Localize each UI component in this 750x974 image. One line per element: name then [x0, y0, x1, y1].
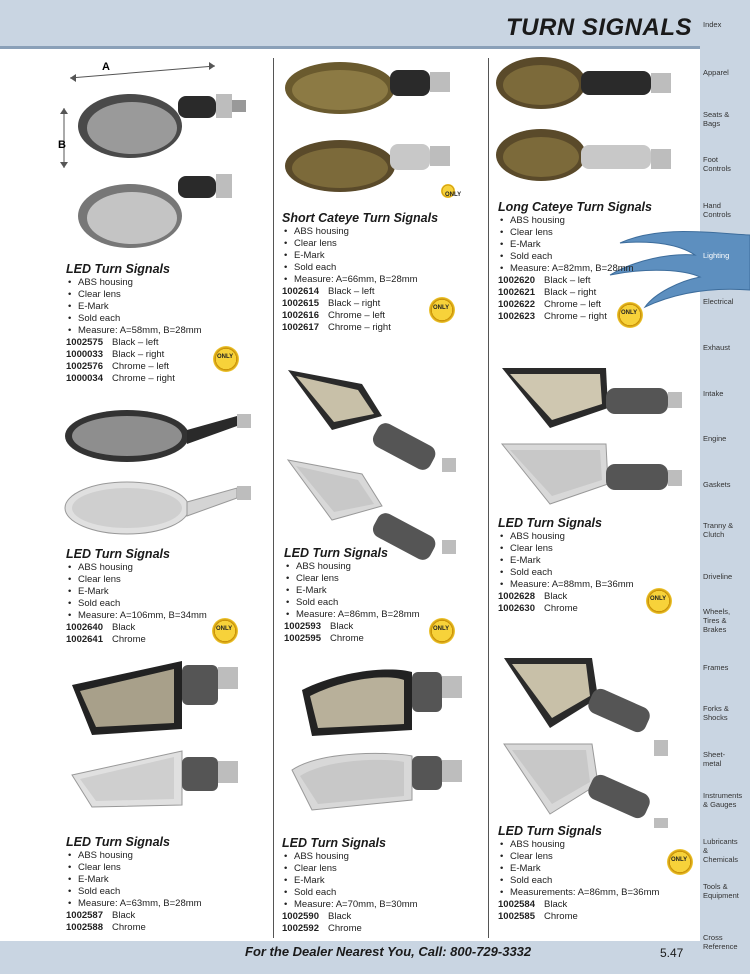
feature: • ABS housing	[510, 839, 693, 851]
product-title: LED Turn Signals	[66, 262, 170, 276]
part-desc: Chrome – right	[112, 373, 175, 384]
tab-seats-bags[interactable]: Seats & Bags	[703, 110, 730, 128]
product-image-led-wedge	[62, 655, 262, 830]
part-desc: Black	[112, 622, 136, 633]
feature: • Measure: A=86mm, B=28mm	[296, 609, 484, 621]
part-row	[284, 633, 484, 645]
product-long-cateye	[498, 200, 693, 323]
part-number: 1002590	[282, 911, 319, 922]
part-row	[498, 275, 693, 287]
part-desc: Black – right	[112, 349, 165, 360]
tab-frames[interactable]: Frames	[703, 663, 729, 672]
part-desc: Black – left	[112, 337, 159, 348]
product-title: Short Cateye Turn Signals	[282, 211, 439, 225]
feature: • Measurements: A=86mm, B=36mm	[510, 887, 693, 899]
feature: • E-Mark	[78, 301, 266, 313]
tab-lubricants-chemicals[interactable]: Lubricants & Chemicals	[703, 837, 739, 864]
feature: • Clear lens	[78, 574, 266, 586]
product-led-wedge	[66, 835, 266, 934]
tab-apparel[interactable]: Apparel	[703, 68, 729, 77]
product-led-triangle	[498, 516, 693, 615]
feature: • E-Mark	[296, 585, 484, 597]
tab-engine[interactable]: Engine	[703, 434, 727, 443]
part-desc: Black	[544, 591, 568, 602]
feature: • Measure: A=70mm, B=30mm	[294, 899, 482, 911]
part-number: 1002622	[498, 299, 535, 310]
part-desc: Chrome – left	[112, 361, 170, 372]
small-badge	[441, 184, 455, 198]
part-row	[282, 310, 482, 322]
feature: • Sold each	[78, 598, 266, 610]
tab-driveline[interactable]: Driveline	[703, 572, 733, 581]
feature: • Clear lens	[78, 289, 266, 301]
tab-tools-equipment[interactable]: Tools & Equipment	[703, 882, 739, 900]
feature: • Clear lens	[296, 573, 484, 585]
feature: • Clear lens	[510, 227, 693, 239]
feature: • ABS housing	[78, 562, 266, 574]
product-led-arrow	[284, 546, 484, 645]
feature: • ABS housing	[510, 531, 693, 543]
feature: • Measure: A=66mm, B=28mm	[294, 274, 482, 286]
feature: • Sold each	[294, 262, 482, 274]
tab-cross-reference[interactable]: Cross Reference	[703, 933, 738, 951]
part-desc: Black	[544, 899, 568, 910]
feature: • Clear lens	[510, 543, 693, 555]
tab-tranny-clutch[interactable]: Tranny & Clutch	[703, 521, 734, 539]
part-desc: Chrome	[544, 911, 578, 922]
tab-index[interactable]: Index	[703, 20, 722, 29]
tab-hand-controls[interactable]: Hand Controls	[703, 201, 731, 219]
part-desc: Chrome – left	[544, 299, 602, 310]
part-row	[66, 922, 266, 934]
part-desc: Black – left	[328, 286, 375, 297]
feature: • Measure: A=106mm, B=34mm	[78, 610, 266, 622]
part-desc: Chrome – left	[328, 310, 386, 321]
part-row	[498, 899, 693, 911]
dimension-a-label: A	[102, 61, 110, 73]
part-row	[66, 634, 266, 646]
part-number: 1000034	[66, 373, 103, 384]
part-row	[66, 361, 266, 373]
part-row	[498, 911, 693, 923]
product-title: Long Cateye Turn Signals	[498, 200, 652, 214]
part-desc: Black	[330, 621, 354, 632]
part-desc: Black – left	[544, 275, 591, 286]
product-image-short-cateye	[280, 58, 480, 203]
part-row	[66, 337, 266, 349]
part-number: 1002617	[282, 322, 319, 333]
product-image-long-cateye	[496, 55, 696, 195]
part-desc: Black – right	[544, 287, 597, 298]
part-number: 1002592	[282, 923, 319, 934]
product-led-long-oval	[66, 547, 266, 646]
part-number: 1002623	[498, 311, 535, 322]
feature: • ABS housing	[294, 226, 482, 238]
product-led-oval	[66, 262, 266, 385]
feature: • Clear lens	[78, 862, 266, 874]
feature: • ABS housing	[78, 850, 266, 862]
part-desc: Chrome – right	[544, 311, 607, 322]
part-number: 1002587	[66, 910, 103, 921]
feature: • Measure: A=63mm, B=28mm	[78, 898, 266, 910]
feature: • ABS housing	[78, 277, 266, 289]
product-led-teardrop	[498, 824, 693, 923]
part-number: 1002595	[284, 633, 321, 644]
part-desc: Chrome – right	[328, 322, 391, 333]
page-title: TURN SIGNALS	[506, 14, 692, 41]
tab-foot-controls[interactable]: Foot Controls	[703, 155, 731, 173]
feature: • ABS housing	[296, 561, 484, 573]
part-number: 1002575	[66, 337, 103, 348]
feature: • Sold each	[78, 886, 266, 898]
part-number: 1002588	[66, 922, 103, 933]
part-row	[66, 349, 266, 361]
feature: • E-Mark	[78, 874, 266, 886]
part-row	[284, 621, 484, 633]
part-number: 1002614	[282, 286, 319, 297]
part-row	[66, 910, 266, 922]
part-number: 1002615	[282, 298, 319, 309]
part-number: 1002576	[66, 361, 103, 372]
feature: • Sold each	[510, 567, 693, 579]
part-desc: Chrome	[544, 603, 578, 614]
part-number: 1002641	[66, 634, 103, 645]
part-desc: Chrome	[112, 634, 146, 645]
part-number: 1002585	[498, 911, 535, 922]
part-desc: Chrome	[112, 922, 146, 933]
product-title: LED Turn Signals	[498, 516, 602, 530]
feature: • Measure: A=82mm, B=28mm	[510, 263, 693, 275]
feature: • Measure: A=88mm, B=36mm	[510, 579, 693, 591]
page-number: 5.47	[660, 946, 684, 960]
feature: • Clear lens	[294, 238, 482, 250]
product-image-led-triangle	[498, 360, 693, 520]
feature: • E-Mark	[510, 239, 693, 251]
feature: • ABS housing	[510, 215, 693, 227]
feature: • ABS housing	[294, 851, 482, 863]
product-image-led-long-oval	[62, 400, 262, 545]
dealer-phone-text: For the Dealer Nearest You, Call: 800-729-3332	[245, 944, 532, 959]
product-image-led-oval	[60, 58, 260, 258]
feature: • Sold each	[296, 597, 484, 609]
feature: • E-Mark	[510, 555, 693, 567]
product-title: LED Turn Signals	[66, 547, 170, 561]
part-number: 1002630	[498, 603, 535, 614]
part-number: 1002628	[498, 591, 535, 602]
feature: • E-Mark	[510, 863, 693, 875]
part-row	[282, 298, 482, 310]
tab-gaskets[interactable]: Gaskets	[703, 480, 731, 489]
feature: • E-Mark	[294, 875, 482, 887]
column-divider	[273, 58, 274, 938]
part-number: 1000033	[66, 349, 103, 360]
part-number: 1002620	[498, 275, 535, 286]
part-row	[282, 322, 482, 334]
product-title: LED Turn Signals	[282, 836, 386, 850]
part-desc: Black	[112, 910, 136, 921]
feature: • Sold each	[510, 251, 693, 263]
part-number: 1002593	[284, 621, 321, 632]
part-number: 1002640	[66, 622, 103, 633]
product-led-shield	[282, 836, 482, 935]
feature: • Sold each	[294, 887, 482, 899]
part-row	[282, 286, 482, 298]
part-desc: Black	[328, 911, 352, 922]
tab-lighting[interactable]: Lighting	[703, 251, 730, 260]
part-number: 1002616	[282, 310, 319, 321]
product-image-led-arrow	[282, 360, 482, 560]
product-title: LED Turn Signals	[498, 824, 602, 838]
part-row	[498, 299, 693, 311]
product-short-cateye	[282, 211, 482, 334]
feature: • Sold each	[78, 313, 266, 325]
feature: • Clear lens	[510, 851, 693, 863]
part-row	[498, 591, 693, 603]
tab-exhaust[interactable]: Exhaust	[703, 343, 731, 352]
part-row	[498, 603, 693, 615]
tab-sheet-metal[interactable]: Sheet-metal	[703, 750, 726, 768]
dimension-b-label: B	[58, 139, 66, 151]
feature: • E-Mark	[78, 586, 266, 598]
tab-instruments-gauges[interactable]: Instruments & Gauges	[703, 791, 743, 809]
product-image-led-teardrop	[498, 648, 693, 828]
tab-electrical[interactable]: Electrical	[703, 297, 734, 306]
column-divider	[488, 58, 489, 938]
part-row	[66, 373, 266, 385]
part-row	[282, 923, 482, 935]
product-title: LED Turn Signals	[66, 835, 170, 849]
tab-intake[interactable]: Intake	[703, 389, 724, 398]
part-row	[282, 911, 482, 923]
product-image-led-shield	[282, 660, 482, 830]
part-number: 1002621	[498, 287, 535, 298]
part-desc: Black – right	[328, 298, 381, 309]
feature: • Measure: A=58mm, B=28mm	[78, 325, 266, 337]
feature: • Sold each	[510, 875, 693, 887]
part-row	[498, 311, 693, 323]
part-row	[66, 622, 266, 634]
feature: • Clear lens	[294, 863, 482, 875]
tab-wheels-tires-brakes[interactable]: Wheels, Tires & Brakes	[703, 607, 731, 634]
feature: • E-Mark	[294, 250, 482, 262]
part-desc: Chrome	[330, 633, 364, 644]
part-row	[498, 287, 693, 299]
part-number: 1002584	[498, 899, 535, 910]
part-desc: Chrome	[328, 923, 362, 934]
tab-forks-shocks[interactable]: Forks & Shocks	[703, 704, 729, 722]
product-title: LED Turn Signals	[284, 546, 388, 560]
